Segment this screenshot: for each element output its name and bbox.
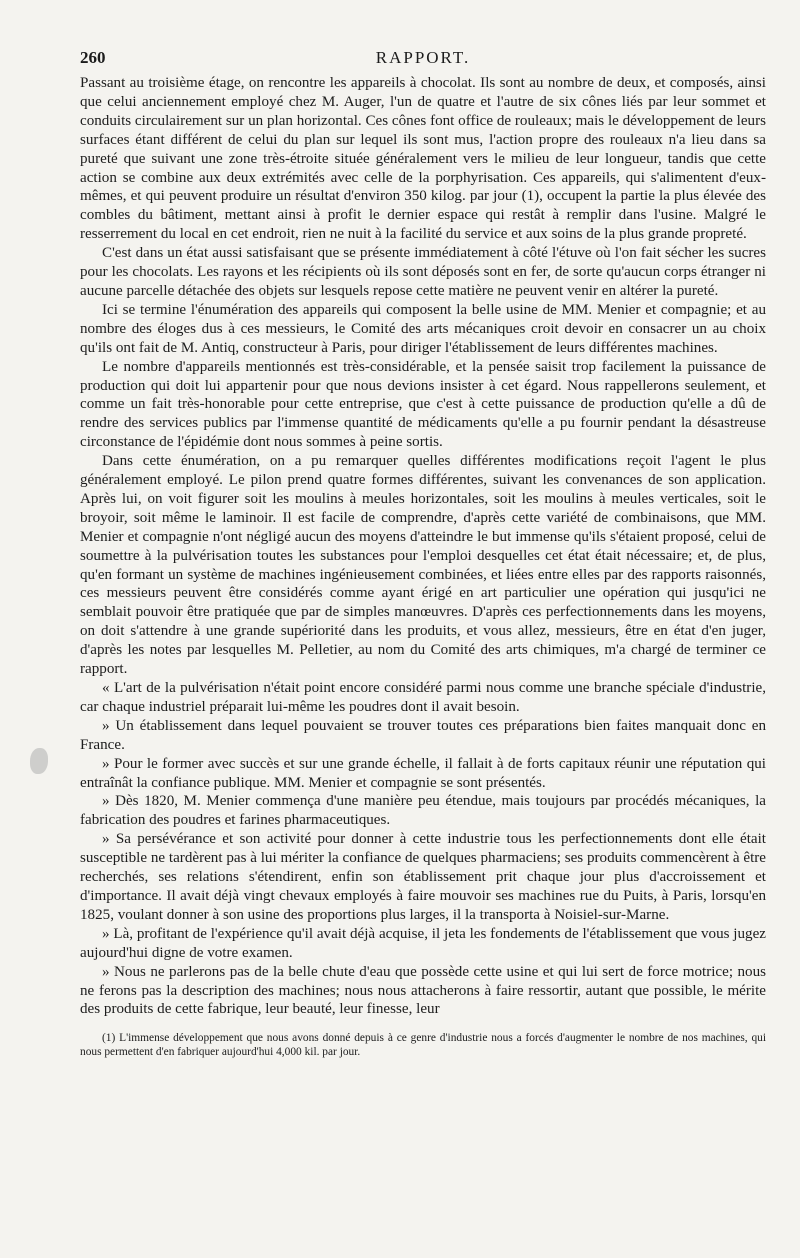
page-header: [80, 48, 766, 74]
footnote: (1) L'immense développement que nous avons donné depuis à ce genre d'industrie nous a forcés d'augmenter le nombre de nos machines, qui nous permettent d'en fabriquer aujourd'hui 4,000 kil. par jour.: [80, 1032, 766, 1059]
paragraph: » Nous ne parlerons pas de la belle chute d'eau que possède cette usine et qui lui sert de force motrice; nous ne ferons pas la description des machines; nous nous attacherons à faire ressortir, autant que possible, le mérite des produits de cette fabrique, leur beauté, leur finesse, leur: [80, 963, 766, 1018]
body-text: [80, 74, 766, 1019]
paragraph: » Un établissement dans lequel pouvaient se trouver toutes ces préparations bien faites manquait donc en France.: [80, 717, 766, 753]
paragraph: Dans cette énumération, on a pu remarquer quelles différentes modifications reçoit l'agent le plus généralement employé. Le pilon prend quatre formes différentes, suivant les convenances de son application. Après lui, on voit figurer soit les moulins à meules horizontales, soit les moulins à meules verticales, soit le broyoir, soit même le laminoir. Il est facile de comprendre, d'après cette variété de combinaisons, que MM. Menier et compagnie n'ont négligé aucun des moyens d'atteindre le but immense qu'ils s'étaient proposé, celui de soumettre à la pulvérisation toutes les substances pour l'emploi desquelles cet état était nécessaire; et, de plus, qu'en formant un système de machines ingénieusement combinées, et liées entre elles par des rapports raisonnés, ces messieurs peuvent être considérés comme ayant érigé en art particulier une opération qui jusqu'ici ne semblait pouvoir être pratiquée que par de simples manœuvres. D'après ces perfectionnements dans les moyens, on doit s'attendre à une grande supériorité dans les produits, et vous allez, messieurs, être en état d'en juger, d'après les notes par lesquelles M. Pelletier, au nom du Comité des arts chimiques, m'a chargé de terminer ce rapport.: [80, 453, 766, 678]
ink-stain: [30, 748, 48, 774]
paragraph: » Là, profitant de l'expérience qu'il avait déjà acquise, il jeta les fondements de l'établissement que vous jugez aujourd'hui digne de votre examen.: [80, 925, 766, 961]
paragraph: » Sa persévérance et son activité pour donner à cette industrie tous les perfectionnements dont elle était susceptible ne tardèrent pas à lui mériter la confiance de quelques pharmaciens; ses produits commencèrent à être recherchés, ses relations s'étendirent, enfin son établissement prit chaque jour plus d'accroissement et d'importance. Il avait déjà vingt chevaux employés à faire mouvoir ses machines rue du Puits, à Paris, lorsqu'en 1825, voulant donner à son usine des proportions plus larges, il la transporta à Noisiel-sur-Marne.: [80, 831, 766, 923]
paragraph: Ici se termine l'énumération des appareils qui composent la belle usine de MM. Menier et compagnie; et au nombre des éloges dus à ces messieurs, le Comité des arts mécaniques croit devoir en consacrer un au choix qu'ils ont fait de M. Antiq, constructeur à Paris, pour diriger l'établissement de leurs différentes machines.: [80, 301, 766, 356]
paragraph: « L'art de la pulvérisation n'était point encore considéré parmi nous comme une branche spéciale d'industrie, car chaque industriel préparait lui-même les poudres dont il avait besoin.: [80, 680, 766, 715]
page: [80, 48, 766, 1071]
paragraph: » Pour le former avec succès et sur une grande échelle, il fallait à de forts capitaux réunir une réputation qui entraînât la confiance publique. MM. Menier et compagnie se sont présentés.: [80, 755, 766, 791]
paragraph: Le nombre d'appareils mentionnés est très-considérable, et la pensée saisit trop facilement la puissance de production qui doit lui appartenir pour que nous devions insister à cet égard. Nous rappellerons seulement, et comme un fait très-honorable pour cette entreprise, que c'est à cette puissance de production qu'elle a dû de rendre des services publics par l'immense quantité de médicaments qu'elle a pu fournir pendant la désastreuse circonstance de l'épidémie dont nous sommes à peine sortis.: [80, 358, 766, 451]
paragraph: Passant au troisième étage, on rencontre les appareils à chocolat. Ils sont au nombre de deux, et composés, ainsi que celui anciennement employé chez M. Auger, l'un de quatre et l'autre de six cônes liés par leur sommet et conduits circulairement sur un plan horizontal. Ces cônes font office de rouleaux; mais le développement de leurs surfaces étant différent de celui du plan sur lequel ils sont mus, l'action propre des rouleaux n'a lieu dans sa pureté que suivant une zone très-étroite située généralement vers le milieu de leur longueur, tandis que cette action se combine aux deux extrémités avec celle de la porphyrisation. Ces appareils, qui s'alimentent d'eux-mêmes, et qui peuvent produire un résultat d'environ 350 kilog. par jour (1), occupent la partie la plus élevée des combles du bâtiment, mettant ainsi à profit le dernier espace qui restât à remplir dans l'usine. Malgré le resserrement du local en cet endroit, rien ne nuit à la facilité du service et aux soins de la plus grande propreté.: [80, 75, 766, 243]
paragraph: C'est dans un état aussi satisfaisant que se présente immédiatement à côté l'étuve où l'on fait sécher les sucres pour les chocolats. Les rayons et les récipients où ils sont déposés sont en fer, de sorte qu'aucun corps étranger ni aucune parcelle détachée des objets sur lesquels repose cette matière ne peuvent venir en altérer la pureté.: [80, 245, 766, 299]
running-title: RAPPORT.: [375, 48, 471, 67]
paragraph: » Dès 1820, M. Menier commença d'une manière peu étendue, mais toujours par procédés mécaniques, la fabrication des poudres et farines pharmaceutiques.: [80, 793, 766, 829]
page-number: 260: [80, 48, 106, 67]
